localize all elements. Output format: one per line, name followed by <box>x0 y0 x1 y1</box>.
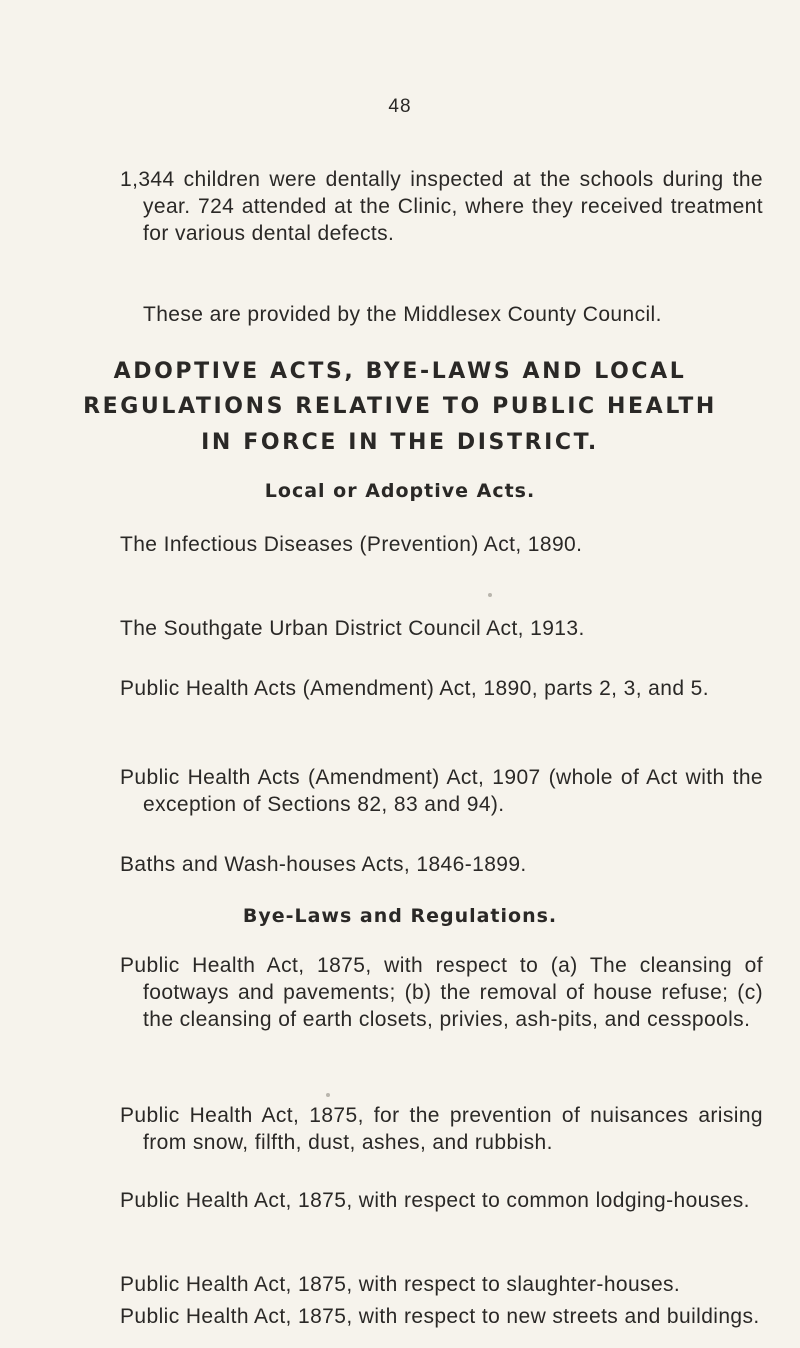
bye-law-item: Public Health Act, 1875, for the prevention of nuisances arising from snow, filfth, dust, ashes, and rubbish. <box>120 1104 763 1154</box>
local-act-item: The Infectious Diseases (Prevention) Act, 1890. <box>120 533 583 556</box>
paper-speck <box>326 1093 330 1097</box>
children-inspection-paragraph: 1,344 children were dentally inspected at the schools during the year. 724 attended at the Clinic, where they received treatment for various dental defects. <box>120 168 763 245</box>
local-act-item: Public Health Acts (Amendment) Act, 1907 (whole of Act with the exception of Sections 82, 83 and 94). <box>120 766 763 816</box>
bye-law-item: Public Health Act, 1875, with respect to common lodging-houses. <box>120 1189 750 1212</box>
paper-speck <box>488 593 492 597</box>
bye-law-item: Public Health Act, 1875, with respect to (a) The cleansing of footways and pavements; (b) the removal of house refuse; (c) the cleansing of earth closets, privies, ash-pits, and cesspools. <box>120 954 763 1031</box>
local-act-item: The Southgate Urban District Council Act, 1913. <box>120 617 585 640</box>
bye-laws-heading: Bye-Laws and Regulations. <box>242 905 558 927</box>
main-heading-line-2: REGULATIONS RELATIVE TO PUBLIC HEALTH <box>83 394 717 419</box>
main-heading-line-3: IN FORCE IN THE DISTRICT. <box>201 430 599 455</box>
bye-law-item: Public Health Act, 1875, with respect to new streets and buildings. <box>120 1305 760 1328</box>
local-act-item: Baths and Wash-houses Acts, 1846-1899. <box>120 853 527 876</box>
main-heading-line-1: ADOPTIVE ACTS, BYE-LAWS AND LOCAL <box>113 359 687 384</box>
local-acts-heading: Local or Adoptive Acts. <box>264 480 536 502</box>
page-number: 48 <box>388 96 412 117</box>
county-council-paragraph: These are provided by the Middlesex County Council. <box>143 303 662 326</box>
bye-law-item: Public Health Act, 1875, with respect to slaughter-houses. <box>120 1273 681 1296</box>
local-act-item: Public Health Acts (Amendment) Act, 1890, parts 2, 3, and 5. <box>120 677 709 700</box>
